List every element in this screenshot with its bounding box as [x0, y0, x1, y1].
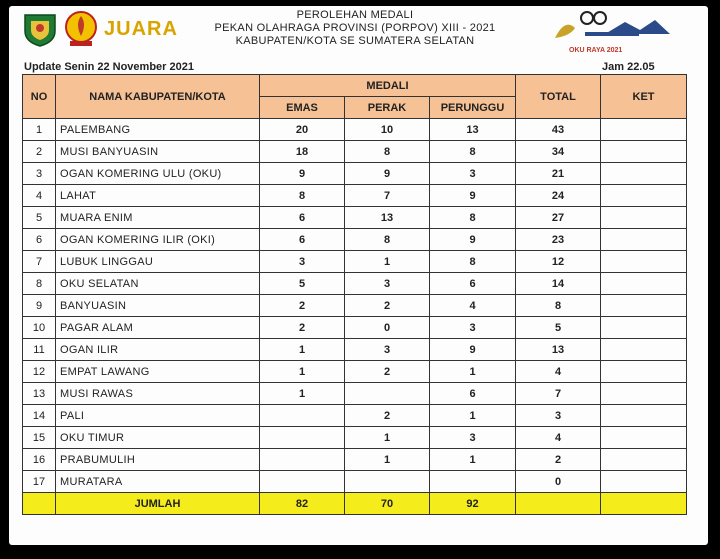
cell-ket	[601, 273, 687, 295]
cell-name: OGAN KOMERING ULU (OKU)	[56, 163, 260, 185]
title-line-2: PEKAN OLAHRAGA PROVINSI (PORPOV) XIII - 2021	[214, 22, 496, 34]
cell-no: 8	[23, 273, 56, 295]
cell-ket	[601, 317, 687, 339]
logo-group-left	[22, 10, 178, 48]
cell-total: 43	[516, 119, 601, 141]
cell-perunggu: 9	[430, 339, 516, 361]
cell-total: 12	[516, 251, 601, 273]
cell-no: 5	[23, 207, 56, 229]
col-ket-header: KET	[601, 75, 687, 119]
sum-emas: 82	[260, 493, 345, 515]
cell-ket	[601, 361, 687, 383]
table-row	[23, 405, 687, 427]
cell-emas: 2	[260, 295, 345, 317]
cell-ket	[601, 427, 687, 449]
cell-total: 0	[516, 471, 601, 493]
cell-perak: 13	[345, 207, 430, 229]
cell-emas: 8	[260, 185, 345, 207]
cell-perak: 2	[345, 295, 430, 317]
cell-no: 1	[23, 119, 56, 141]
cell-perak: 9	[345, 163, 430, 185]
cell-emas: 20	[260, 119, 345, 141]
cell-total: 23	[516, 229, 601, 251]
cell-name: OKU SELATAN	[56, 273, 260, 295]
cell-perunggu: 3	[430, 163, 516, 185]
cell-name: LUBUK LINGGAU	[56, 251, 260, 273]
cell-perak: 3	[345, 339, 430, 361]
table-row	[23, 229, 687, 251]
table-row	[23, 449, 687, 471]
cell-ket	[601, 295, 687, 317]
cell-perunggu: 1	[430, 361, 516, 383]
cell-perak: 7	[345, 185, 430, 207]
cell-perunggu: 6	[430, 383, 516, 405]
table-row	[23, 383, 687, 405]
cell-perak	[345, 383, 430, 405]
cell-perak: 1	[345, 251, 430, 273]
cell-perunggu: 6	[430, 273, 516, 295]
cell-perak: 0	[345, 317, 430, 339]
cell-ket	[601, 185, 687, 207]
table-row	[23, 141, 687, 163]
medal-table	[22, 74, 687, 515]
cell-no: 11	[23, 339, 56, 361]
cell-perunggu: 3	[430, 317, 516, 339]
cell-ket	[601, 339, 687, 361]
cell-total: 3	[516, 405, 601, 427]
cell-ket	[601, 449, 687, 471]
cell-perak: 10	[345, 119, 430, 141]
cell-name: PALI	[56, 405, 260, 427]
cell-perak: 2	[345, 405, 430, 427]
koni-emblem-icon	[64, 10, 98, 48]
cell-perunggu: 1	[430, 449, 516, 471]
sum-label: JUMLAH	[56, 493, 260, 515]
cell-total: 8	[516, 295, 601, 317]
cell-ket	[601, 141, 687, 163]
cell-perak: 1	[345, 449, 430, 471]
sum-row	[23, 493, 687, 515]
cell-perunggu: 8	[430, 251, 516, 273]
cell-name: EMPAT LAWANG	[56, 361, 260, 383]
table-row	[23, 163, 687, 185]
cell-emas	[260, 471, 345, 493]
sum-perunggu: 92	[430, 493, 516, 515]
cell-perak: 1	[345, 427, 430, 449]
col-medali-header: MEDALI	[260, 75, 516, 97]
cell-name: MURATARA	[56, 471, 260, 493]
south-sumatra-shield-icon	[22, 11, 58, 47]
cell-no: 7	[23, 251, 56, 273]
table-row	[23, 471, 687, 493]
juara-logo-text: JUARA	[104, 18, 178, 40]
cell-ket	[601, 119, 687, 141]
cell-ket	[601, 229, 687, 251]
cell-emas	[260, 449, 345, 471]
cell-ket	[601, 405, 687, 427]
col-name-header: NAMA KABUPATEN/KOTA	[56, 75, 260, 119]
cell-perunggu: 3	[430, 427, 516, 449]
sum-total	[516, 493, 601, 515]
col-perak-header: PERAK	[345, 97, 430, 119]
cell-name: PRABUMULIH	[56, 449, 260, 471]
cell-emas: 6	[260, 207, 345, 229]
cell-total: 24	[516, 185, 601, 207]
cell-emas	[260, 427, 345, 449]
update-label: Update Senin 22 November 2021	[24, 61, 194, 73]
cell-perak: 8	[345, 229, 430, 251]
cell-total: 13	[516, 339, 601, 361]
cell-ket	[601, 207, 687, 229]
cell-emas: 6	[260, 229, 345, 251]
porpov-oku-raya-logo-icon	[545, 8, 675, 56]
sum-no	[23, 493, 56, 515]
cell-name: LAHAT	[56, 185, 260, 207]
cell-perunggu: 1	[430, 405, 516, 427]
cell-no: 4	[23, 185, 56, 207]
cell-total: 2	[516, 449, 601, 471]
cell-name: BANYUASIN	[56, 295, 260, 317]
cell-perunggu: 13	[430, 119, 516, 141]
cell-perunggu: 4	[430, 295, 516, 317]
cell-perak: 8	[345, 141, 430, 163]
cell-ket	[601, 251, 687, 273]
cell-name: OGAN ILIR	[56, 339, 260, 361]
cell-emas: 3	[260, 251, 345, 273]
cell-emas: 9	[260, 163, 345, 185]
cell-emas: 1	[260, 339, 345, 361]
cell-no: 2	[23, 141, 56, 163]
cell-no: 10	[23, 317, 56, 339]
cell-name: MUARA ENIM	[56, 207, 260, 229]
col-emas-header: EMAS	[260, 97, 345, 119]
cell-perunggu	[430, 471, 516, 493]
table-row	[23, 361, 687, 383]
col-total-header: TOTAL	[516, 75, 601, 119]
cell-emas: 2	[260, 317, 345, 339]
cell-emas: 5	[260, 273, 345, 295]
cell-no: 15	[23, 427, 56, 449]
sum-ket	[601, 493, 687, 515]
cell-emas: 1	[260, 383, 345, 405]
cell-perak: 3	[345, 273, 430, 295]
cell-emas: 1	[260, 361, 345, 383]
cell-perak	[345, 471, 430, 493]
title-line-3: KABUPATEN/KOTA SE SUMATERA SELATAN	[235, 35, 475, 47]
cell-no: 6	[23, 229, 56, 251]
cell-total: 7	[516, 383, 601, 405]
table-row	[23, 185, 687, 207]
table-row	[23, 207, 687, 229]
page-title	[190, 9, 520, 48]
oku-raya-logo-text: OKU RAYA 2021	[569, 47, 623, 54]
cell-no: 12	[23, 361, 56, 383]
cell-name: PALEMBANG	[56, 119, 260, 141]
title-line-1: PEROLEHAN MEDALI	[296, 9, 414, 21]
table-row	[23, 339, 687, 361]
cell-no: 13	[23, 383, 56, 405]
cell-perak: 2	[345, 361, 430, 383]
table-row	[23, 317, 687, 339]
cell-name: MUSI BANYUASIN	[56, 141, 260, 163]
col-perunggu-header: PERUNGGU	[430, 97, 516, 119]
cell-name: OGAN KOMERING ILIR (OKI)	[56, 229, 260, 251]
cell-name: OKU TIMUR	[56, 427, 260, 449]
table-row	[23, 273, 687, 295]
cell-no: 3	[23, 163, 56, 185]
cell-ket	[601, 163, 687, 185]
cell-no: 9	[23, 295, 56, 317]
cell-perunggu: 9	[430, 229, 516, 251]
cell-no: 14	[23, 405, 56, 427]
cell-total: 5	[516, 317, 601, 339]
cell-no: 17	[23, 471, 56, 493]
cell-total: 34	[516, 141, 601, 163]
cell-ket	[601, 383, 687, 405]
cell-name: MUSI RAWAS	[56, 383, 260, 405]
cell-perunggu: 8	[430, 141, 516, 163]
cell-emas	[260, 405, 345, 427]
table-row	[23, 251, 687, 273]
col-no-header: NO	[23, 75, 56, 119]
cell-perunggu: 9	[430, 185, 516, 207]
cell-perunggu: 8	[430, 207, 516, 229]
cell-name: PAGAR ALAM	[56, 317, 260, 339]
juara-logo	[104, 13, 178, 45]
cell-total: 14	[516, 273, 601, 295]
cell-ket	[601, 471, 687, 493]
cell-total: 27	[516, 207, 601, 229]
cell-total: 4	[516, 427, 601, 449]
table-row	[23, 119, 687, 141]
cell-emas: 18	[260, 141, 345, 163]
cell-total: 4	[516, 361, 601, 383]
sum-perak: 70	[345, 493, 430, 515]
table-row	[23, 295, 687, 317]
cell-total: 21	[516, 163, 601, 185]
time-label: Jam 22.05	[602, 61, 655, 73]
cell-no: 16	[23, 449, 56, 471]
table-row	[23, 427, 687, 449]
